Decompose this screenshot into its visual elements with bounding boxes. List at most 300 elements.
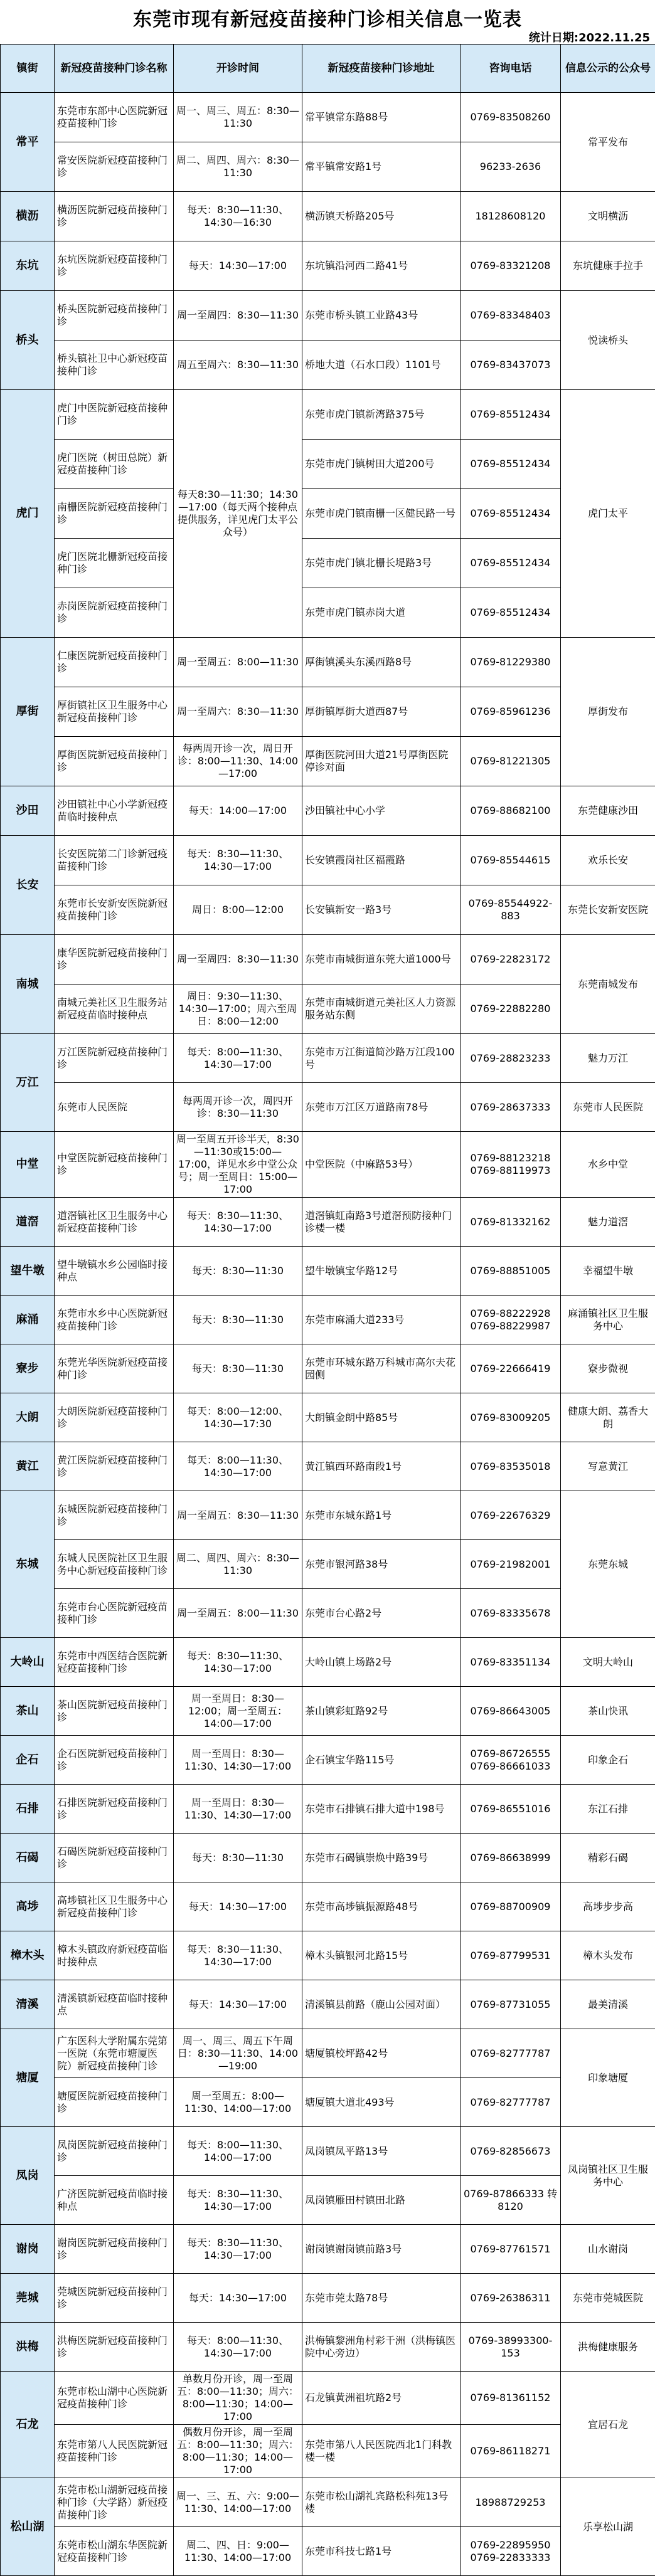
table-row (1, 241, 655, 291)
clinic-name-cell: 莞城医院新冠疫苗接种门诊 (55, 2274, 174, 2323)
clinic-name-cell: 东莞市长安新安医院新冠疫苗接种门诊 (55, 885, 174, 935)
clinic-name-cell: 桥头医院新冠疫苗接种门诊 (55, 291, 174, 340)
clinic-name-cell: 东莞市东部中心医院新冠疫苗接种门诊 (55, 93, 174, 142)
table-row (1, 1296, 655, 1344)
account-cell: 幸福望牛墩 (561, 1247, 655, 1296)
clinic-name-cell: 沙田镇社中心小学新冠疫苗临时接种点 (55, 786, 174, 836)
account-cell: 东莞市人民医院 (561, 1083, 655, 1132)
clinic-name-cell: 东莞市水乡中心医院新冠疫苗接种门诊 (55, 1296, 174, 1344)
address-cell: 东莞市东城东路1号 (302, 1491, 461, 1540)
hours-cell: 每天：14:30—17:00 (174, 1882, 302, 1931)
hours-cell: 周一、周三、周五：8:30—11:30 (174, 93, 302, 142)
hours-cell: 每天：8:30—11:30 (174, 1247, 302, 1296)
address-cell: 东莞市万江区万道路南78号 (302, 1083, 461, 1132)
hours-cell: 周五至周六：8:30—11:30 (174, 340, 302, 390)
table-row (1, 440, 655, 489)
clinic-name-cell: 大朗医院新冠疫苗接种门诊 (55, 1393, 174, 1442)
clinic-name-cell: 石碣医院新冠疫苗接种门诊 (55, 1834, 174, 1882)
clinic-name-cell: 虎门医院北栅新冠疫苗接种门诊 (55, 539, 174, 588)
address-cell: 洪梅镇黎洲角村彩千洲（洪梅镇医院中心旁边） (302, 2323, 461, 2372)
phone-cell: 0769-85512434 (461, 588, 561, 638)
table-header-row (1, 45, 655, 93)
clinic-name-cell: 望牛墩镇水乡公园临时接种点 (55, 1247, 174, 1296)
town-cell: 谢岗 (1, 2225, 55, 2274)
town-cell: 樟木头 (1, 1931, 55, 1980)
phone-cell: 0769-86643005 (461, 1687, 561, 1736)
address-cell: 东莞市环城东路万科城市高尔夫花园侧 (302, 1344, 461, 1393)
hours-cell: 每天：8:30—11:30、14:30—17:00 (174, 1638, 302, 1687)
address-cell: 东莞市桥头镇工业路43号 (302, 291, 461, 340)
hours-cell: 每天：14:30—17:00 (174, 241, 302, 291)
account-cell: 写意黄江 (561, 1442, 655, 1491)
town-cell: 茶山 (1, 1687, 55, 1736)
table-row (1, 489, 655, 539)
address-cell: 厚街镇溪头东溪西路8号 (302, 638, 461, 687)
address-cell: 东莞市石排镇石排大道中198号 (302, 1785, 461, 1834)
address-cell: 凤岗镇凤平路13号 (302, 2127, 461, 2176)
table-row (1, 2029, 655, 2078)
phone-cell: 0769-87731055 (461, 1980, 561, 2029)
address-cell: 东莞市南城街道元美社区人力资源服务站东侧 (302, 984, 461, 1034)
town-cell: 沙田 (1, 786, 55, 836)
account-cell: 健康大朗、荔香大朗 (561, 1393, 655, 1442)
hours-cell: 每天：8:00—12:00、14:30—17:30 (174, 1393, 302, 1442)
hours-cell: 周一至周五：8:00—11:30 (174, 1589, 302, 1638)
address-cell: 东莞市银河路38号 (302, 1540, 461, 1589)
phone-cell: 0769-85544615 (461, 836, 561, 885)
account-cell: 茶山快讯 (561, 1687, 655, 1736)
clinic-name-cell: 康华医院新冠疫苗接种门诊 (55, 935, 174, 984)
account-cell: 魅力万江 (561, 1034, 655, 1083)
town-cell: 清溪 (1, 1980, 55, 2029)
clinic-name-cell: 东莞市中西医结合医院新冠疫苗接种门诊 (55, 1638, 174, 1687)
town-cell: 大岭山 (1, 1638, 55, 1687)
address-cell: 横沥镇天桥路205号 (302, 192, 461, 241)
table-row (1, 1540, 655, 1589)
phone-cell: 0769-38993300-153 (461, 2323, 561, 2372)
address-cell: 东莞市高埗镇振源路48号 (302, 1882, 461, 1931)
town-cell: 寮步 (1, 1344, 55, 1393)
phone-cell: 0769-83009205 (461, 1393, 561, 1442)
header-phone: 咨询电话 (461, 45, 561, 93)
table-row (1, 1931, 655, 1980)
clinic-name-cell: 厚街医院新冠疫苗接种门诊 (55, 737, 174, 786)
table-row (1, 192, 655, 241)
table-row (1, 935, 655, 984)
table-body (1, 93, 655, 2576)
clinic-name-cell: 东莞市台心医院新冠疫苗接种门诊 (55, 1589, 174, 1638)
address-cell: 凤岗镇雁田村镇田北路 (302, 2176, 461, 2225)
phone-cell: 0769-85512434 (461, 390, 561, 440)
address-cell: 茶山镇彩虹路92号 (302, 1687, 461, 1736)
town-cell: 东城 (1, 1491, 55, 1638)
account-cell: 樟木头发布 (561, 1931, 655, 1980)
address-cell: 东莞市松山湖礼宾路松科苑13号楼 (302, 2478, 461, 2527)
table-row (1, 1736, 655, 1785)
phone-cell: 0769-87799531 (461, 1931, 561, 1980)
phone-cell: 0769-26386311 (461, 2274, 561, 2323)
clinic-name-cell: 广东医科大学附属东莞第一医院（东莞市塘厦医院）新冠疫苗接种门诊 (55, 2029, 174, 2078)
phone-cell: 0769-83535018 (461, 1442, 561, 1491)
clinic-name-cell: 东莞市松山湖中心医院新冠疫苗接种门诊 (55, 2372, 174, 2425)
table-row (1, 1491, 655, 1540)
account-cell: 精彩石碣 (561, 1834, 655, 1882)
phone-cell: 0769-28823233 (461, 1034, 561, 1083)
account-cell: 寮步微视 (561, 1344, 655, 1393)
table-row (1, 1393, 655, 1442)
table-row (1, 2225, 655, 2274)
table-row (1, 291, 655, 340)
clinic-name-cell: 虎门医院（树田总院）新冠疫苗接种门诊 (55, 440, 174, 489)
clinic-name-cell: 茶山医院新冠疫苗接种门诊 (55, 1687, 174, 1736)
hours-cell: 周一至周四：8:30—11:30 (174, 291, 302, 340)
hours-cell: 每天：8:30—11:30、14:30—17:00 (174, 836, 302, 885)
phone-cell: 0769-85544922-883 (461, 885, 561, 935)
phone-cell: 0769-82777787 (461, 2029, 561, 2078)
table-row (1, 885, 655, 935)
phone-cell: 0769-82777787 (461, 2078, 561, 2127)
phone-cell: 0769-87866333 转8120 (461, 2176, 561, 2225)
hours-cell: 周一至周日：8:30—11:30、14:30—17:00 (174, 1785, 302, 1834)
table-row (1, 1344, 655, 1393)
phone-cell: 0769-82856673 (461, 2127, 561, 2176)
phone-cell: 0769-85512434 (461, 489, 561, 539)
page-header (0, 0, 655, 44)
clinic-name-cell: 虎门中医院新冠疫苗接种门诊 (55, 390, 174, 440)
clinic-name-cell: 桥头镇社卫中心新冠疫苗接种门诊 (55, 340, 174, 390)
account-cell: 悦读桥头 (561, 291, 655, 390)
clinic-name-cell: 厚街镇社区卫生服务中心新冠疫苗接种门诊 (55, 687, 174, 737)
phone-cell: 0769-85512434 (461, 440, 561, 489)
address-cell: 东莞市虎门镇南栅一区健民路一号 (302, 489, 461, 539)
town-cell: 凤岗 (1, 2127, 55, 2225)
town-cell: 高埗 (1, 1882, 55, 1931)
address-cell: 东莞市莞太路78号 (302, 2274, 461, 2323)
clinic-name-cell: 洪梅医院新冠疫苗接种门诊 (55, 2323, 174, 2372)
phone-cell: 18128608120 (461, 192, 561, 241)
address-cell: 东莞市虎门镇北栅长堤路3号 (302, 539, 461, 588)
hours-cell: 每天：14:30—17:00 (174, 2274, 302, 2323)
phone-cell: 0769-83335678 (461, 1589, 561, 1638)
address-cell: 东莞市虎门镇赤岗大道 (302, 588, 461, 638)
hours-cell: 周一至周五：8:00—11:30、14:00—17:00 (174, 2078, 302, 2127)
hours-cell: 周一至周日：8:30—12:00；周一至周五：14:00—17:00 (174, 1687, 302, 1736)
clinic-name-cell: 中堂医院新冠疫苗接种门诊 (55, 1132, 174, 1198)
hours-cell: 每两周开诊一次，周四开诊：8:30—11:30 (174, 1083, 302, 1132)
address-cell: 东莞市南城街道东莞大道1000号 (302, 935, 461, 984)
address-cell: 中堂医院（中麻路53号） (302, 1132, 461, 1198)
address-cell: 望牛墩镇宝华路12号 (302, 1247, 461, 1296)
address-cell: 东莞市麻涌大道233号 (302, 1296, 461, 1344)
address-cell: 清溪镇县前路（鹿山公园对面） (302, 1980, 461, 2029)
clinic-name-cell: 清溪镇新冠疫苗临时接种点 (55, 1980, 174, 2029)
stat-date: 统计日期:2022.11.25 (529, 29, 650, 45)
town-cell: 松山湖 (1, 2478, 55, 2576)
account-cell: 东坑健康手拉手 (561, 241, 655, 291)
address-cell: 厚街医院河田大道21号厚街医院停诊对面 (302, 737, 461, 786)
town-cell: 塘厦 (1, 2029, 55, 2127)
phone-cell: 0769-21982001 (461, 1540, 561, 1589)
account-cell: 水乡中堂 (561, 1132, 655, 1198)
phone-cell: 0769-88700909 (461, 1882, 561, 1931)
account-cell: 印象塘厦 (561, 2029, 655, 2127)
hours-cell: 每天：8:30—11:30 (174, 1344, 302, 1393)
phone-cell: 0769-22895950 0769-22833333 (461, 2527, 561, 2576)
table-row (1, 2425, 655, 2478)
header-town: 镇街 (1, 45, 55, 93)
town-cell: 莞城 (1, 2274, 55, 2323)
hours-cell: 每天8:30—11:30；14:30—17:00（每天两个接种点提供服务，详见虎门太平公众号） (174, 390, 302, 638)
account-cell: 宜居石龙 (561, 2372, 655, 2478)
hours-cell: 周一至周五：8:30—11:30 (174, 1491, 302, 1540)
account-cell: 凤岗镇社区卫生服务中心 (561, 2127, 655, 2225)
town-cell: 虎门 (1, 390, 55, 638)
hours-cell: 周二、四、日：9:00—11:30、14:00—17:00 (174, 2527, 302, 2576)
town-cell: 中堂 (1, 1132, 55, 1198)
table-row (1, 340, 655, 390)
hours-cell: 周日：9:30—11:30、14:30—17:00；周六至周日：8:00—12:00 (174, 984, 302, 1034)
hours-cell: 每天：8:30—11:30、14:30—17:00 (174, 1198, 302, 1247)
hours-cell: 每天：8:30—11:30 (174, 1296, 302, 1344)
clinic-name-cell: 赤岗医院新冠疫苗接种门诊 (55, 588, 174, 638)
hours-cell: 周二、周四、周六：8:30—11:30 (174, 142, 302, 192)
hours-cell: 每两周开诊一次，周日开诊：8:00—11:30、14:00—17:00 (174, 737, 302, 786)
address-cell: 道滘镇虹南路3号道滘预防接种门诊楼一楼 (302, 1198, 461, 1247)
town-cell: 洪梅 (1, 2323, 55, 2372)
address-cell: 黄江镇西环路南段1号 (302, 1442, 461, 1491)
address-cell: 塘厦镇大道北493号 (302, 2078, 461, 2127)
town-cell: 南城 (1, 935, 55, 1034)
clinic-name-cell: 常安医院新冠疫苗接种门诊 (55, 142, 174, 192)
table-row (1, 2323, 655, 2372)
table-row (1, 1034, 655, 1083)
clinic-table (0, 44, 655, 2576)
phone-cell: 0769-86638999 (461, 1834, 561, 1882)
account-cell: 文明大岭山 (561, 1638, 655, 1687)
account-cell: 东莞健康沙田 (561, 786, 655, 836)
address-cell: 沙田镇社中心小学 (302, 786, 461, 836)
address-cell: 樟木头镇银河北路15号 (302, 1931, 461, 1980)
clinic-name-cell: 南栅医院新冠疫苗接种门诊 (55, 489, 174, 539)
address-cell: 东莞市科技七路1号 (302, 2527, 461, 2576)
table-row (1, 1442, 655, 1491)
address-cell: 企石镇宝华路115号 (302, 1736, 461, 1785)
clinic-name-cell: 长安医院第二门诊新冠疫苗接种门诊 (55, 836, 174, 885)
clinic-name-cell: 高埗镇社区卫生服务中心新冠疫苗接种门诊 (55, 1882, 174, 1931)
phone-cell: 0769-83508260 (461, 93, 561, 142)
address-cell: 长安镇霞岗社区福霞路 (302, 836, 461, 885)
phone-cell: 0769-81361152 (461, 2372, 561, 2425)
table-row (1, 984, 655, 1034)
table-row (1, 142, 655, 192)
address-cell: 长安镇新安一路3号 (302, 885, 461, 935)
account-cell: 文明横沥 (561, 192, 655, 241)
phone-cell: 0769-22882280 (461, 984, 561, 1034)
table-row (1, 1132, 655, 1198)
phone-cell: 0769-81221305 (461, 737, 561, 786)
table-row (1, 2274, 655, 2323)
hours-cell: 周一、三、五、六：9:00—11:30、14:00—17:00 (174, 2478, 302, 2527)
account-cell: 魅力道滘 (561, 1198, 655, 1247)
header-clinic: 新冠疫苗接种门诊名称 (55, 45, 174, 93)
clinic-name-cell: 谢岗医院新冠疫苗接种门诊 (55, 2225, 174, 2274)
phone-cell: 0769-85512434 (461, 539, 561, 588)
clinic-name-cell: 黄江医院新冠疫苗接种门诊 (55, 1442, 174, 1491)
address-cell: 东莞市万江街道简沙路万江段100号 (302, 1034, 461, 1083)
hours-cell: 每天：8:30—11:30、14:30—17:00 (174, 1931, 302, 1980)
clinic-name-cell: 东莞市松山湖东华医院新冠疫苗接种门诊 (55, 2527, 174, 2576)
clinic-name-cell: 樟木头镇政府新冠疫苗临时接种点 (55, 1931, 174, 1980)
table-row (1, 786, 655, 836)
header-address: 新冠疫苗接种门诊地址 (302, 45, 461, 93)
clinic-name-cell: 凤岗医院新冠疫苗接种门诊 (55, 2127, 174, 2176)
phone-cell: 96233-2636 (461, 142, 561, 192)
table-row (1, 2527, 655, 2576)
hours-cell: 每天：8:30—11:30 (174, 1834, 302, 1882)
clinic-name-cell: 万江医院新冠疫苗接种门诊 (55, 1034, 174, 1083)
account-cell: 东莞市莞城医院 (561, 2274, 655, 2323)
town-cell: 厚街 (1, 638, 55, 786)
phone-cell: 0769-83348403 (461, 291, 561, 340)
town-cell: 麻涌 (1, 1296, 55, 1344)
table-row (1, 1589, 655, 1638)
phone-cell: 0769-88123218 0769-88119973 (461, 1132, 561, 1198)
phone-cell: 0769-81332162 (461, 1198, 561, 1247)
address-cell: 大朗镇金朗中路85号 (302, 1393, 461, 1442)
town-cell: 横沥 (1, 192, 55, 241)
account-cell: 山水谢岗 (561, 2225, 655, 2274)
clinic-name-cell: 东莞市人民医院 (55, 1083, 174, 1132)
table-row (1, 390, 655, 440)
town-cell: 长安 (1, 836, 55, 935)
phone-cell: 0769-87761571 (461, 2225, 561, 2274)
phone-cell: 0769-22676329 (461, 1491, 561, 1540)
hours-cell: 每天：8:30—11:30、14:30—17:00 (174, 2176, 302, 2225)
clinic-name-cell: 东城人民医院社区卫生服务中心新冠疫苗接种门诊 (55, 1540, 174, 1589)
clinic-name-cell: 东莞光华医院新冠疫苗接种门诊 (55, 1344, 174, 1393)
table-row (1, 2372, 655, 2425)
account-cell: 欢乐长安 (561, 836, 655, 885)
phone-cell: 0769-83351134 (461, 1638, 561, 1687)
table-row (1, 1083, 655, 1132)
hours-cell: 周一至周六：8:30—11:30 (174, 687, 302, 737)
hours-cell: 每天：14:00—17:00 (174, 786, 302, 836)
page-title: 东莞市现有新冠疫苗接种门诊相关信息一览表 (0, 4, 655, 31)
phone-cell: 0769-86551016 (461, 1785, 561, 1834)
hours-cell: 周一至周五开诊半天，8:30—11:30或15:00—17:00，详见水乡中堂公众号；周一至周日：15:00—17:00 (174, 1132, 302, 1198)
table-row (1, 1785, 655, 1834)
address-cell: 常平镇常安路1号 (302, 142, 461, 192)
town-cell: 望牛墩 (1, 1247, 55, 1296)
address-cell: 大岭山镇上场路2号 (302, 1638, 461, 1687)
address-cell: 东莞市第八人民医院西北1门科教楼一楼 (302, 2425, 461, 2478)
town-cell: 大朗 (1, 1393, 55, 1442)
hours-cell: 每天：8:00—11:30、14:00—17:00 (174, 2127, 302, 2176)
header-hours: 开诊时间 (174, 45, 302, 93)
address-cell: 东莞市台心路2号 (302, 1589, 461, 1638)
table-row (1, 687, 655, 737)
town-cell: 万江 (1, 1034, 55, 1132)
account-cell: 最美清溪 (561, 1980, 655, 2029)
table-row (1, 2127, 655, 2176)
account-cell: 虎门太平 (561, 390, 655, 638)
phone-cell: 0769-88682100 (461, 786, 561, 836)
town-cell: 道滘 (1, 1198, 55, 1247)
table-row (1, 2478, 655, 2527)
table-row (1, 588, 655, 638)
clinic-name-cell: 塘厦医院新冠疫苗接种门诊 (55, 2078, 174, 2127)
table-row (1, 93, 655, 142)
account-cell: 洪梅健康服务 (561, 2323, 655, 2372)
hours-cell: 每天：8:00—11:30、14:30—17:00 (174, 2323, 302, 2372)
phone-cell: 0769-83437073 (461, 340, 561, 390)
hours-cell: 单数月份开诊，周一至周五：8:00—11:30；周六：8:00—11:30；14:00—17:00 (174, 2372, 302, 2425)
clinic-name-cell: 东城医院新冠疫苗接种门诊 (55, 1491, 174, 1540)
account-cell: 高埗步步高 (561, 1882, 655, 1931)
town-cell: 企石 (1, 1736, 55, 1785)
hours-cell: 周日：8:00—12:00 (174, 885, 302, 935)
address-cell: 东莞市虎门镇新湾路375号 (302, 390, 461, 440)
hours-cell: 每天：8:00—11:30、14:30—17:00 (174, 1034, 302, 1083)
town-cell: 石碣 (1, 1834, 55, 1882)
table-row (1, 1834, 655, 1882)
phone-cell: 18988729253 (461, 2478, 561, 2527)
phone-cell: 0769-88222928 0769-88229987 (461, 1296, 561, 1344)
clinic-name-cell: 东莞市第八人民医院新冠疫苗接种门诊 (55, 2425, 174, 2478)
phone-cell: 0769-22823172 (461, 935, 561, 984)
table-row (1, 1638, 655, 1687)
account-cell: 东莞南城发布 (561, 935, 655, 1034)
address-cell: 东莞市石碣镇崇焕中路39号 (302, 1834, 461, 1882)
clinic-name-cell: 石排医院新冠疫苗接种门诊 (55, 1785, 174, 1834)
phone-cell: 0769-86118271 (461, 2425, 561, 2478)
address-cell: 谢岗镇谢岗镇前路3号 (302, 2225, 461, 2274)
town-cell: 石龙 (1, 2372, 55, 2478)
hours-cell: 每天：14:30—17:00 (174, 1980, 302, 2029)
clinic-name-cell: 广济医院新冠疫苗临时接种点 (55, 2176, 174, 2225)
address-cell: 塘厦镇校坪路42号 (302, 2029, 461, 2078)
town-cell: 东坑 (1, 241, 55, 291)
clinic-name-cell: 南城元美社区卫生服务站新冠疫苗临时接种点 (55, 984, 174, 1034)
account-cell: 东莞东城 (561, 1491, 655, 1638)
address-cell: 东莞市虎门镇树田大道200号 (302, 440, 461, 489)
clinic-name-cell: 东莞市松山湖新冠疫苗接种门诊（大学路）新冠疫苗接种门诊 (55, 2478, 174, 2527)
clinic-name-cell: 道滘镇社区卫生服务中心新冠疫苗接种门诊 (55, 1198, 174, 1247)
account-cell: 乐享松山湖 (561, 2478, 655, 2576)
table-row (1, 836, 655, 885)
phone-cell: 0769-28637333 (461, 1083, 561, 1132)
table-row (1, 1198, 655, 1247)
account-cell: 厚街发布 (561, 638, 655, 786)
phone-cell: 0769-22666419 (461, 1344, 561, 1393)
address-cell: 常平镇常东路88号 (302, 93, 461, 142)
table-row (1, 539, 655, 588)
hours-cell: 周一至周五：8:00—11:30 (174, 638, 302, 687)
hours-cell: 每天：8:00—11:30、14:30—17:00 (174, 1442, 302, 1491)
account-cell: 印象企石 (561, 1736, 655, 1785)
table-row (1, 1247, 655, 1296)
hours-cell: 每天：8:30—11:30、14:30—17:00 (174, 2225, 302, 2274)
account-cell: 常平发布 (561, 93, 655, 192)
hours-cell: 周一、周三、周五下午周日：8:30—11:30、14:00—19:00 (174, 2029, 302, 2078)
table-row (1, 2176, 655, 2225)
clinic-name-cell: 仁康医院新冠疫苗接种门诊 (55, 638, 174, 687)
table-row (1, 1882, 655, 1931)
clinic-name-cell: 企石医院新冠疫苗接种门诊 (55, 1736, 174, 1785)
town-cell: 石排 (1, 1785, 55, 1834)
table-row (1, 1687, 655, 1736)
account-cell: 麻涌镇社区卫生服务中心 (561, 1296, 655, 1344)
